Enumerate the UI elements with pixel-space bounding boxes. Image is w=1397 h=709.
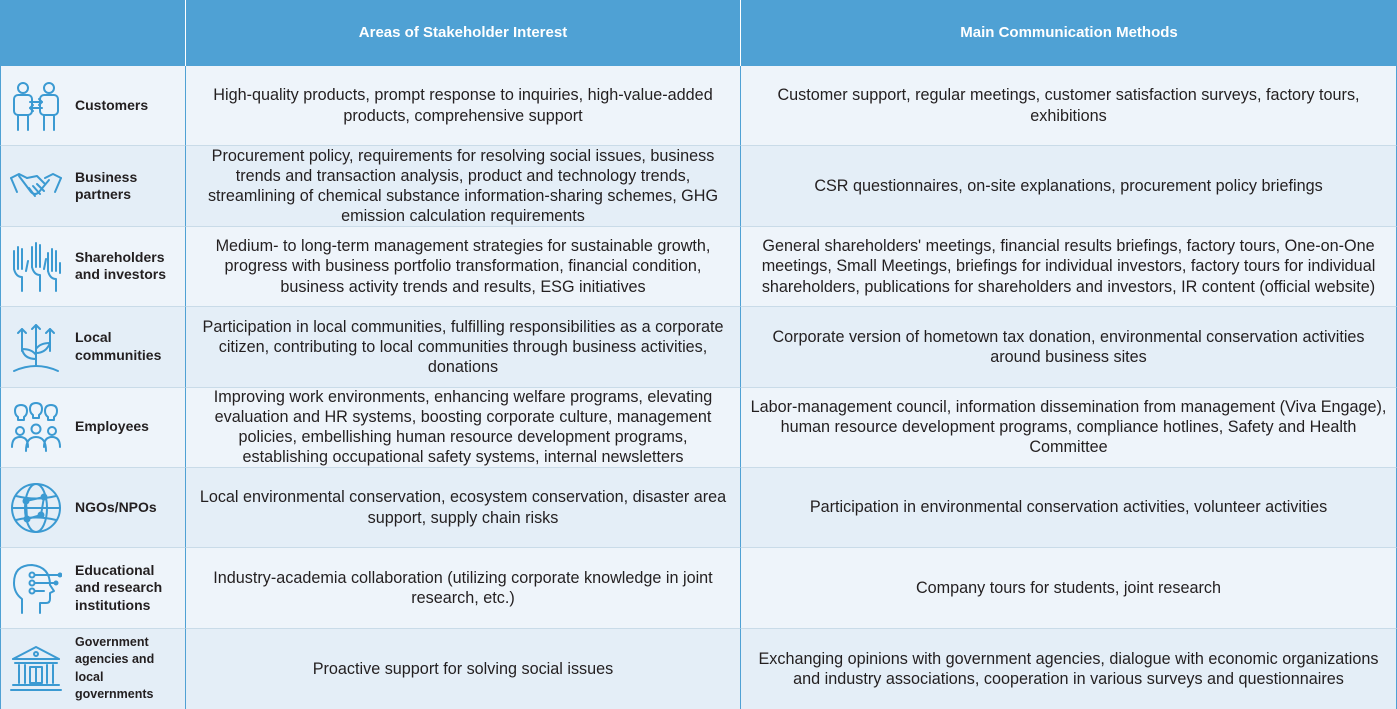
customers-icon — [9, 79, 63, 133]
handshake-icon — [9, 159, 63, 213]
row-shareholders-stakeholder — [0, 227, 186, 307]
row-ngos-interest: Local environmental conservation, ecosystem conservation, disaster area support, supply chain risks — [186, 468, 741, 548]
globe-network-icon — [9, 481, 63, 535]
raised-hands-icon — [9, 239, 63, 293]
row-educational-interest: Industry-academia collaboration (utilizing corporate knowledge in joint research, etc.) — [186, 548, 741, 628]
stakeholder-label: Educational and research institutions — [75, 561, 163, 613]
row-government-methods: Exchanging opinions with government agencies, dialogue with economic organizations and industry associations, cooperation in various surveys and questionnaires — [741, 629, 1397, 709]
row-ngos-methods: Participation in environmental conservation activities, volunteer activities — [741, 468, 1397, 548]
stakeholder-label: Business partners — [75, 168, 138, 203]
row-employees-methods: Labor-management council, information dissemination from management (Viva Engage), human resource development programs, compliance hotlines, Safety and Health Committee — [741, 388, 1397, 468]
row-local-communities-stakeholder — [0, 307, 186, 387]
row-customers-interest: High-quality products, prompt response to inquiries, high-value-added products, comprehensive support — [186, 66, 741, 146]
row-local-communities-interest: Participation in local communities, fulfilling responsibilities as a corporate citizen, contributing to local communities through business activities, donations — [186, 307, 741, 387]
government-building-icon — [9, 642, 63, 696]
stakeholder-label: NGOs/NPOs — [75, 498, 157, 515]
stakeholder-label: Local communities — [75, 329, 162, 363]
row-business-partners-interest: Procurement policy, requirements for resolving social issues, business trends and transaction analysis, product and technology trends, streamlining of chemical substance information-sharing schemes, GHG emission calculation requirements — [186, 146, 741, 226]
row-ngos-stakeholder — [0, 468, 186, 548]
row-educational-methods: Company tours for students, joint research — [741, 548, 1397, 628]
stakeholder-label: Employees — [75, 418, 149, 435]
row-business-partners-stakeholder — [0, 146, 186, 226]
row-government-stakeholder — [0, 629, 186, 709]
row-business-partners-methods: CSR questionnaires, on-site explanations, procurement policy briefings — [741, 146, 1397, 226]
row-employees-interest: Improving work environments, enhancing welfare programs, elevating evaluation and HR systems, boosting corporate culture, management policies, embellishing human resource development programs, establishing occupational safety systems, internal newsletters — [186, 388, 741, 468]
team-ideas-icon — [9, 400, 63, 454]
row-local-communities-methods: Corporate version of hometown tax donation, environmental conservation activities around business sites — [741, 307, 1397, 387]
row-customers-stakeholder — [0, 66, 186, 146]
header-stakeholder — [0, 0, 186, 66]
header-communication-methods: Main Communication Methods — [741, 0, 1397, 66]
header-areas-of-interest: Areas of Stakeholder Interest — [186, 0, 741, 66]
row-government-interest: Proactive support for solving social issues — [186, 629, 741, 709]
row-customers-methods: Customer support, regular meetings, customer satisfaction surveys, factory tours, exhibitions — [741, 66, 1397, 146]
growing-plant-icon — [9, 320, 63, 374]
stakeholder-label: Shareholders and investors — [75, 248, 167, 283]
stakeholder-label: Customers — [75, 96, 149, 113]
stakeholder-label: Government agencies and local governments — [75, 634, 155, 702]
row-educational-stakeholder — [0, 548, 186, 628]
row-shareholders-interest: Medium- to long-term management strategies for sustainable growth, progress with business portfolio transformation, financial condition, business activity trends and results, ESG initiatives — [186, 227, 741, 307]
head-circuit-icon — [9, 561, 63, 615]
row-employees-stakeholder — [0, 388, 186, 468]
row-shareholders-methods: General shareholders' meetings, financial results briefings, factory tours, One-on-One meetings, Small Meetings, briefings for individual investors, factory tours for individual shareholders, publications for shareholders and investors, IR content (official website) — [741, 227, 1397, 307]
